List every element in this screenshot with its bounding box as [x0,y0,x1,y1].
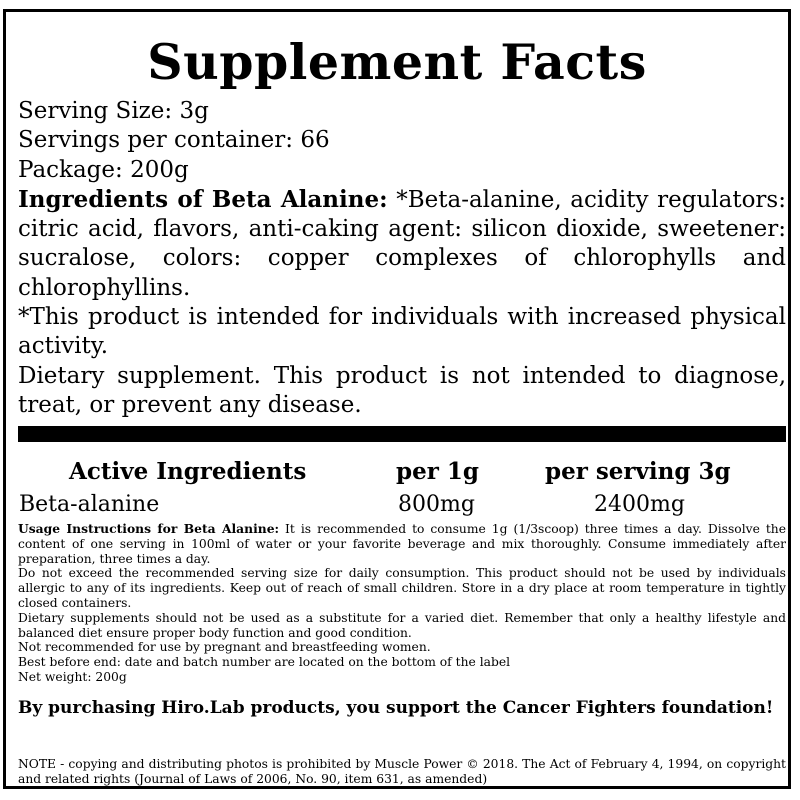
warning-diet: Dietary supplements should not be used as a substitute for a varied diet. Remember that only a healthy lifestyle and balanced diet ensure proper body function and good condition. [18,610,786,640]
copyright-note: NOTE - copying and distributing photos is prohibited by Muscle Power © 2018. The Act of February 4, 1994, on copyright and related rights (Journal of Laws of 2006, No. 90, item 631, as amended) [18,757,786,786]
warning-pregnancy: Not recommended for use by pregnant and breastfeeding women. [18,640,431,655]
package-size: Package: 200g [18,156,189,183]
serving-size: Serving Size: 3g [18,98,209,124]
ingredient-per-serving: 2400mg [594,492,685,517]
page-title: Supplement Facts [147,33,647,91]
ingredients-text: *Beta-alanine, acidity regulators: citric acid, flavors, anti-caking agent: silicon dioxide, sweetener: sucralose, colors: copper complexes of chlorophylls and chlorophyllins. [18,186,786,301]
usage-instructions [18,522,786,566]
intended-note: *This product is intended for individuals with increased physical activity. [18,304,786,360]
product-info [18,97,786,420]
header-per-1g: per 1g [396,458,479,485]
ingredients-paragraph [18,185,786,303]
supplement-facts-label [3,9,791,789]
section-divider [18,426,786,442]
ingredients-heading: Ingredients of Beta Alanine: [18,185,388,213]
net-weight: Net weight: 200g [18,669,127,684]
header-active-ingredients: Active Ingredients [69,458,307,485]
dietary-note: Dietary supplement. This product is not intended to diagnose, treat, or prevent any disease. [18,362,786,418]
header-per-serving: per serving 3g [545,458,731,485]
usage-heading: Usage Instructions for Beta Alanine: [18,521,280,536]
warning-serving: Do not exceed the recommended serving size for daily consumption. This product should not be used by individuals allergic to any of its ingredients. Keep out of reach of small children. Store in a dry place at room temperature in tightly closed containers. [18,566,786,610]
usage-text: It is recommended to consume 1g (1/3scoop) three times a day. Dissolve the content of one serving in 100ml of water or your favorite beverage and mix thoroughly. Consume immediately after preparation, three times a day. [18,522,786,566]
ingredient-name: Beta-alanine [19,492,160,517]
purchase-message: By purchasing Hiro.Lab products, you support the Cancer Fighters foundation! [18,698,774,718]
ingredient-per-1g: 800mg [398,492,475,517]
servings-per-container: Servings per container: 66 [18,127,330,154]
best-before: Best before end: date and batch number are located on the bottom of the label [18,655,511,670]
usage-and-warnings [18,522,786,685]
